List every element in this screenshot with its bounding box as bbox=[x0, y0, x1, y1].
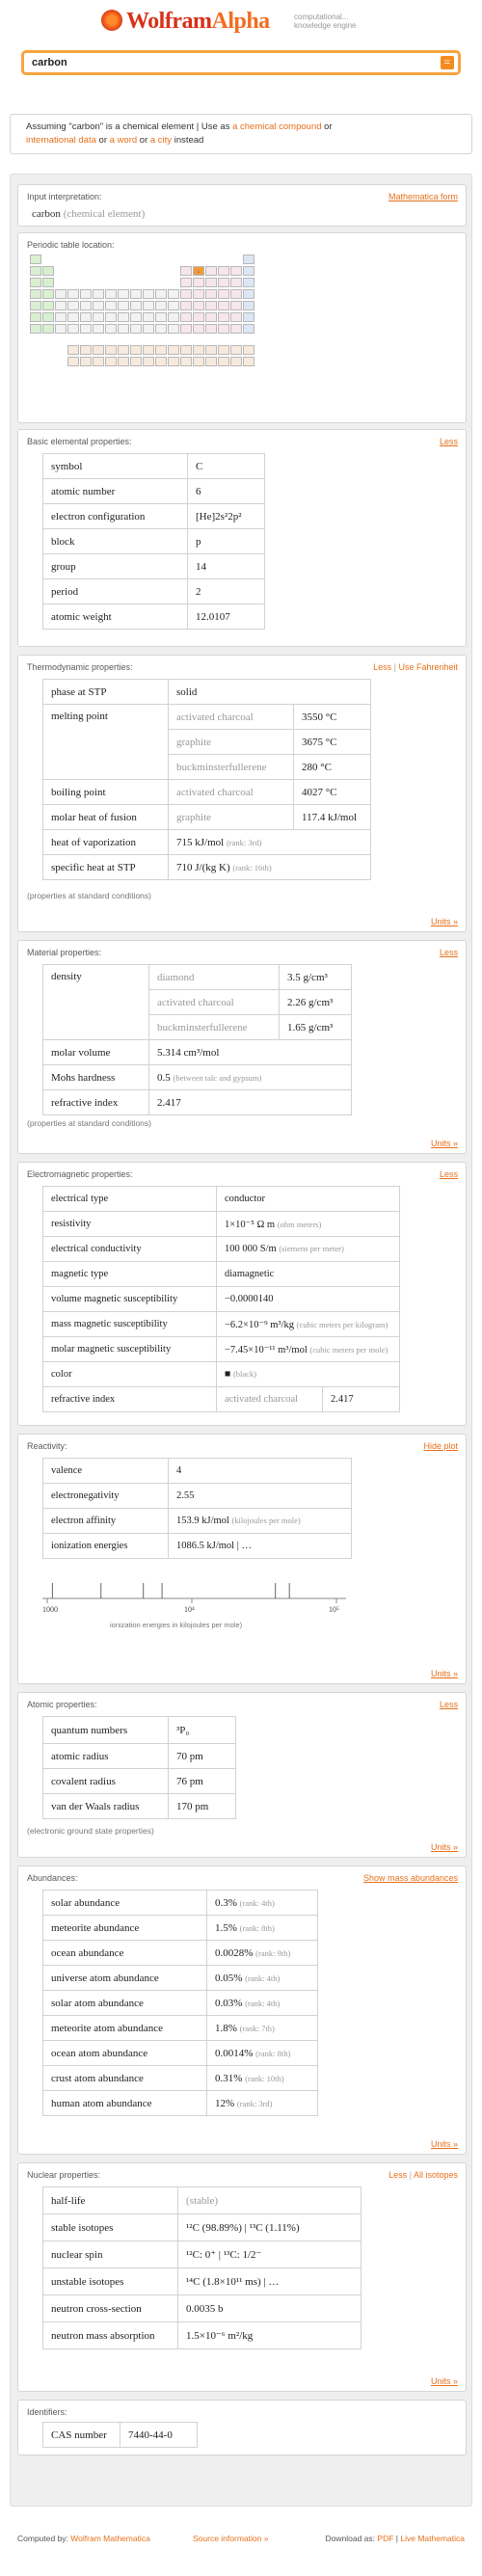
periodic-cell bbox=[230, 312, 242, 322]
table-row: covalent radius 76 pm bbox=[43, 1769, 236, 1794]
periodic-cell bbox=[67, 357, 79, 366]
hide-plot-link[interactable]: Hide plot bbox=[423, 1441, 458, 1451]
periodic-cell bbox=[105, 324, 117, 334]
table-row: resistivity 1×10⁻⁵ Ω m (ohm meters) bbox=[43, 1212, 400, 1237]
assume-city-link[interactable]: a city bbox=[149, 135, 173, 146]
periodic-cell bbox=[130, 324, 142, 334]
periodic-cell bbox=[130, 357, 142, 366]
periodic-cell bbox=[193, 312, 204, 322]
table-row: solar atom abundance 0.03% (rank: 4th) bbox=[43, 1991, 318, 2016]
periodic-cell bbox=[193, 357, 204, 366]
periodic-cell bbox=[42, 266, 54, 276]
periodic-cell bbox=[67, 312, 79, 322]
periodic-cell bbox=[168, 357, 179, 366]
assumption-box: Assuming "carbon" is a chemical element | Use as a chemical compound or international data or a word or a city instead bbox=[10, 114, 472, 154]
table-row: color ■ (black) bbox=[43, 1362, 400, 1387]
periodic-cell bbox=[55, 289, 67, 299]
table-row: buckminsterfullerene 280 °C bbox=[43, 755, 371, 780]
periodic-cell bbox=[218, 278, 229, 287]
table-row: atomic weight 12.0107 bbox=[43, 604, 265, 630]
periodic-cell bbox=[55, 312, 67, 322]
periodic-cell bbox=[218, 324, 229, 334]
table-row: electrical conductivity 100 000 S/m (siemens per meter) bbox=[43, 1237, 400, 1262]
periodic-cell bbox=[93, 312, 104, 322]
nuclear-pod: Nuclear properties: Less | All isotopes half-life (stable) stable isotopes ¹²C (98.89%) | ¹³C (1.11%) nuclear spin ¹²C: 0⁺ | ¹³C: 1/2⁻ unstable isotopes ¹⁴C (1.8×10¹¹ ms) | … neutron cross-section 0.0035 b neutron mass absorption 1.5×10⁻⁶ m²/kg Units » bbox=[17, 2162, 467, 2392]
abundances-table bbox=[42, 1890, 318, 2116]
periodic-cell bbox=[193, 289, 204, 299]
periodic-cell bbox=[180, 324, 192, 334]
periodic-cell bbox=[230, 324, 242, 334]
periodic-cell bbox=[67, 301, 79, 310]
periodic-cell bbox=[243, 324, 254, 334]
periodic-cell bbox=[180, 301, 192, 310]
pod-title: Basic elemental properties: bbox=[27, 437, 132, 446]
live-mathematica-link[interactable]: Live Mathematica bbox=[400, 2534, 465, 2543]
periodic-cell bbox=[230, 278, 242, 287]
periodic-cell bbox=[193, 278, 204, 287]
use-fahrenheit-link[interactable]: Use Fahrenheit bbox=[398, 662, 458, 672]
table-row: specific heat at STP 710 J/(kg K) (rank: 16th) bbox=[43, 855, 371, 880]
pod-title: Material properties: bbox=[27, 948, 102, 957]
atomic-pod bbox=[17, 1692, 467, 1858]
table-row: ocean atom abundance 0.0014% (rank: 8th) bbox=[43, 2041, 318, 2066]
table-row: stable isotopes ¹²C (98.89%) | ¹³C (1.11%) bbox=[43, 2214, 362, 2241]
spikey-star-icon bbox=[101, 10, 122, 31]
periodic-cell bbox=[168, 301, 179, 310]
basic-properties-table bbox=[42, 453, 265, 630]
table-row: group 14 bbox=[43, 554, 265, 579]
periodic-cell bbox=[155, 289, 167, 299]
periodic-cell bbox=[80, 301, 92, 310]
periodic-cell bbox=[243, 266, 254, 276]
table-row: molar heat of fusion graphite 117.4 kJ/mol bbox=[43, 805, 371, 830]
periodic-cell bbox=[143, 357, 154, 366]
table-row: molar magnetic susceptibility −7.45×10⁻¹¹ m³/mol (cubic meters per mole) bbox=[43, 1337, 400, 1362]
black-swatch-icon: ■ bbox=[225, 1369, 231, 1380]
table-row: crust atom abundance 0.31% (rank: 10th) bbox=[43, 2066, 318, 2091]
periodic-cell bbox=[42, 324, 54, 334]
periodic-cell bbox=[30, 324, 41, 334]
pod-title: Periodic table location: bbox=[27, 240, 115, 250]
table-row: phase at STP solid bbox=[43, 680, 371, 705]
pod-title: Input interpretation: bbox=[27, 192, 102, 201]
periodic-cell bbox=[118, 289, 129, 299]
periodic-cell bbox=[118, 324, 129, 334]
periodic-cell bbox=[155, 301, 167, 310]
periodic-cell bbox=[205, 312, 217, 322]
table-row: meteorite abundance 1.5% (rank: 8th) bbox=[43, 1916, 318, 1941]
periodic-cell bbox=[205, 324, 217, 334]
table-row: graphite 3675 °C bbox=[43, 730, 371, 755]
periodic-table-pod bbox=[17, 232, 467, 423]
periodic-cell bbox=[42, 301, 54, 310]
electromagnetic-pod bbox=[17, 1162, 467, 1426]
periodic-cell bbox=[30, 278, 41, 287]
equals-button-icon[interactable]: = bbox=[441, 56, 454, 69]
periodic-cell bbox=[67, 324, 79, 334]
periodic-cell bbox=[180, 278, 192, 287]
periodic-cell bbox=[205, 357, 217, 366]
periodic-cell bbox=[30, 301, 41, 310]
periodic-cell bbox=[180, 266, 192, 276]
periodic-cell bbox=[105, 301, 117, 310]
footnote: (electronic ground state properties) bbox=[27, 1826, 154, 1836]
periodic-cell bbox=[30, 266, 41, 276]
periodic-cell bbox=[93, 357, 104, 366]
less-link[interactable]: Less bbox=[388, 2170, 408, 2180]
periodic-cell bbox=[55, 324, 67, 334]
periodic-cell bbox=[243, 345, 254, 355]
periodic-cell bbox=[67, 289, 79, 299]
periodic-cell bbox=[218, 312, 229, 322]
less-link[interactable]: Less bbox=[439, 1169, 458, 1179]
periodic-cell bbox=[168, 289, 179, 299]
table-row: melting point activated charcoal 3550 °C bbox=[43, 705, 371, 730]
periodic-cell bbox=[155, 324, 167, 334]
periodic-cell bbox=[118, 312, 129, 322]
footnote: (properties at standard conditions) bbox=[27, 891, 151, 900]
ionization-energies-plot bbox=[18, 1570, 468, 1647]
pod-title: Identifiers: bbox=[27, 2407, 67, 2417]
less-link[interactable]: Less bbox=[373, 662, 392, 672]
source-information-link[interactable]: Source information » bbox=[193, 2534, 269, 2543]
table-row: meteorite atom abundance 1.8% (rank: 7th) bbox=[43, 2016, 318, 2041]
table-row: neutron mass absorption 1.5×10⁻⁶ m²/kg bbox=[43, 2322, 362, 2349]
periodic-cell bbox=[180, 289, 192, 299]
periodic-cell bbox=[218, 266, 229, 276]
axis-label-max: 10⁵ bbox=[329, 1605, 339, 1614]
periodic-cell bbox=[218, 345, 229, 355]
periodic-cell bbox=[105, 345, 117, 355]
periodic-cell bbox=[80, 289, 92, 299]
reactivity-table bbox=[42, 1458, 352, 1559]
table-row: nuclear spin ¹²C: 0⁺ | ¹³C: 1/2⁻ bbox=[43, 2241, 362, 2268]
results-container bbox=[10, 174, 472, 2507]
table-row: boiling point activated charcoal 4027 °C bbox=[43, 780, 371, 805]
periodic-cell bbox=[205, 278, 217, 287]
periodic-cell bbox=[80, 345, 92, 355]
assume-chemical-compound-link[interactable]: a chemical compound bbox=[232, 121, 322, 132]
periodic-cell bbox=[30, 312, 41, 322]
table-row: CAS number 7440-44-0 bbox=[43, 2423, 198, 2448]
table-row: ocean abundance 0.0028% (rank: 9th) bbox=[43, 1941, 318, 1966]
periodic-cell bbox=[118, 301, 129, 310]
abundances-pod bbox=[17, 1865, 467, 2155]
pod-title: Atomic properties: bbox=[27, 1700, 97, 1709]
periodic-cell bbox=[155, 345, 167, 355]
axis-label-min: 1000 bbox=[42, 1605, 58, 1614]
periodic-cell bbox=[130, 289, 142, 299]
periodic-cell bbox=[105, 357, 117, 366]
periodic-cell bbox=[205, 345, 217, 355]
pod-title: Reactivity: bbox=[27, 1441, 67, 1451]
periodic-cell bbox=[130, 345, 142, 355]
periodic-cell bbox=[30, 289, 41, 299]
logo-tagline: computational... knowledge engine bbox=[294, 13, 357, 30]
periodic-table-graphic bbox=[30, 255, 281, 418]
periodic-cell bbox=[80, 312, 92, 322]
table-row: valence 4 bbox=[43, 1459, 352, 1484]
axis-label-mid: 10⁴ bbox=[184, 1605, 195, 1614]
periodic-cell bbox=[143, 312, 154, 322]
thermodynamic-table bbox=[42, 679, 371, 880]
material-table bbox=[42, 964, 352, 1115]
less-link[interactable]: Less bbox=[439, 948, 458, 957]
units-link[interactable]: Units » bbox=[430, 1669, 458, 1678]
periodic-cell bbox=[168, 345, 179, 355]
table-row: molar volume 5.314 cm³/mol bbox=[43, 1040, 352, 1065]
periodic-cell bbox=[230, 301, 242, 310]
periodic-cell bbox=[118, 345, 129, 355]
table-row: human atom abundance 12% (rank: 3rd) bbox=[43, 2091, 318, 2116]
periodic-cell bbox=[180, 357, 192, 366]
wolfram-mathematica-link[interactable]: Wolfram Mathematica bbox=[70, 2534, 150, 2543]
periodic-cell bbox=[67, 345, 79, 355]
table-row: period 2 bbox=[43, 579, 265, 604]
mathematica-form-link[interactable]: Mathematica form bbox=[388, 192, 458, 201]
pod-title: Electromagnetic properties: bbox=[27, 1169, 133, 1179]
table-row: solar abundance 0.3% (rank: 4th) bbox=[43, 1891, 318, 1916]
periodic-cell bbox=[80, 324, 92, 334]
periodic-cell bbox=[180, 312, 192, 322]
identifiers-table bbox=[42, 2422, 198, 2448]
search-input[interactable] bbox=[21, 50, 461, 75]
table-row: electronegativity 2.55 bbox=[43, 1484, 352, 1509]
periodic-cell bbox=[205, 289, 217, 299]
pod-title: Thermodynamic properties: bbox=[27, 662, 133, 672]
periodic-cell bbox=[193, 301, 204, 310]
units-link[interactable]: Units » bbox=[430, 2139, 458, 2149]
units-link[interactable]: Units » bbox=[430, 1139, 458, 1148]
periodic-cell bbox=[105, 312, 117, 322]
atomic-table bbox=[42, 1716, 236, 1819]
axis-title: ionization energies in kilojoules per mole) bbox=[110, 1621, 243, 1629]
table-row: neutron cross-section 0.0035 b bbox=[43, 2295, 362, 2322]
less-link[interactable]: Less bbox=[439, 1700, 458, 1709]
periodic-cell bbox=[143, 301, 154, 310]
table-row: heat of vaporization 715 kJ/mol (rank: 3rd) bbox=[43, 830, 371, 855]
table-row: electrical type conductor bbox=[43, 1187, 400, 1212]
periodic-cell bbox=[168, 324, 179, 334]
show-mass-abundances-link[interactable]: Show mass abundances bbox=[362, 1873, 458, 1883]
periodic-cell bbox=[205, 301, 217, 310]
table-row: electron affinity 153.9 kJ/mol (kilojoules per mole) bbox=[43, 1509, 352, 1534]
table-row: density diamond 3.5 g/cm³ bbox=[43, 965, 352, 990]
table-row: ionization energies 1086.5 kJ/mol | … bbox=[43, 1534, 352, 1559]
table-row: unstable isotopes ¹⁴C (1.8×10¹¹ ms) | … bbox=[43, 2268, 362, 2295]
table-row: atomic radius 70 pm bbox=[43, 1744, 236, 1769]
periodic-cell bbox=[155, 312, 167, 322]
periodic-cell bbox=[243, 289, 254, 299]
material-pod bbox=[17, 940, 467, 1154]
nuclear-table bbox=[42, 2187, 362, 2349]
header bbox=[0, 0, 482, 48]
pod-title: Nuclear properties: bbox=[27, 2170, 101, 2180]
periodic-cell bbox=[243, 312, 254, 322]
periodic-cell bbox=[118, 357, 129, 366]
table-row: quantum numbers ³P₀ bbox=[43, 1717, 236, 1744]
periodic-cell bbox=[130, 312, 142, 322]
periodic-cell bbox=[93, 289, 104, 299]
footer: Computed by: Wolfram Mathematica Source information » Download as: PDF | Live Mathematica bbox=[17, 2534, 465, 2543]
table-row: mass magnetic susceptibility −6.2×10⁻⁹ m³/kg (cubic meters per kilogram) bbox=[43, 1312, 400, 1337]
table-row: Mohs hardness 0.5 (between talc and gypsum) bbox=[43, 1065, 352, 1090]
table-row: activated charcoal 2.26 g/cm³ bbox=[43, 990, 352, 1015]
periodic-cell bbox=[143, 345, 154, 355]
basic-properties-pod bbox=[17, 429, 467, 647]
periodic-cell bbox=[230, 357, 242, 366]
periodic-cell bbox=[80, 357, 92, 366]
electromagnetic-table bbox=[42, 1186, 400, 1412]
table-row: magnetic type diamagnetic bbox=[43, 1262, 400, 1287]
table-row: symbol C bbox=[43, 454, 265, 479]
table-row: atomic number 6 bbox=[43, 479, 265, 504]
periodic-cell bbox=[243, 301, 254, 310]
periodic-cell bbox=[130, 301, 142, 310]
periodic-cell: C bbox=[193, 266, 204, 276]
periodic-cell bbox=[93, 345, 104, 355]
footnote: (properties at standard conditions) bbox=[27, 1118, 151, 1128]
pod-title: Abundances: bbox=[27, 1873, 78, 1883]
identifiers-pod bbox=[17, 2400, 467, 2455]
periodic-cell bbox=[243, 357, 254, 366]
table-row: refractive index activated charcoal 2.417 bbox=[43, 1387, 400, 1412]
periodic-cell bbox=[42, 278, 54, 287]
periodic-cell bbox=[193, 345, 204, 355]
periodic-cell bbox=[243, 278, 254, 287]
table-row: half-life (stable) bbox=[43, 2187, 362, 2214]
periodic-cell bbox=[230, 289, 242, 299]
table-row: buckminsterfullerene 1.65 g/cm³ bbox=[43, 1015, 352, 1040]
thermodynamic-pod: Thermodynamic properties: Less | Use Fahrenheit phase at STP solid melting point activated charcoal 3550 °C graphite 3675 °C buckminsterfullerene 280 °C boiling point activated charcoal 4027 °C molar heat of fusion graphite 117.4 kJ/mol heat of vaporization 715 kJ/mol (rank: 3rd) specific heat at STP 710 J/(kg K) (rank: 16th) (properties at standard conditions) Units » bbox=[17, 655, 467, 932]
periodic-cell bbox=[155, 357, 167, 366]
periodic-cell bbox=[230, 345, 242, 355]
periodic-cell bbox=[30, 255, 41, 264]
units-link[interactable]: Units » bbox=[430, 2376, 458, 2386]
table-row: volume magnetic susceptibility −0.0000140 bbox=[43, 1287, 400, 1312]
periodic-cell bbox=[93, 301, 104, 310]
input-interpretation-pod bbox=[17, 184, 467, 227]
table-row: refractive index 2.417 bbox=[43, 1090, 352, 1115]
download-pdf-link[interactable]: PDF bbox=[377, 2534, 394, 2543]
periodic-cell bbox=[218, 357, 229, 366]
all-isotopes-link[interactable]: All isotopes bbox=[413, 2170, 458, 2180]
table-row: van der Waals radius 170 pm bbox=[43, 1794, 236, 1819]
periodic-cell bbox=[93, 324, 104, 334]
logo-text: WolframAlpha bbox=[126, 9, 270, 34]
reactivity-pod bbox=[17, 1434, 467, 1684]
periodic-cell bbox=[180, 345, 192, 355]
periodic-cell bbox=[42, 312, 54, 322]
periodic-cell bbox=[143, 324, 154, 334]
less-link[interactable]: Less bbox=[439, 437, 458, 446]
search-query[interactable]: carbon bbox=[32, 57, 67, 68]
periodic-cell bbox=[168, 312, 179, 322]
periodic-cell bbox=[193, 324, 204, 334]
periodic-cell bbox=[143, 289, 154, 299]
table-row: electron configuration [He]2s²2p² bbox=[43, 504, 265, 529]
periodic-cell bbox=[218, 301, 229, 310]
periodic-cell bbox=[218, 289, 229, 299]
assume-word-link[interactable]: a word bbox=[109, 135, 138, 146]
periodic-cell bbox=[230, 266, 242, 276]
assume-international-data-link[interactable]: international data bbox=[26, 135, 96, 146]
units-link[interactable]: Units » bbox=[430, 917, 458, 926]
periodic-cell bbox=[205, 266, 217, 276]
periodic-cell bbox=[243, 255, 254, 264]
periodic-cell bbox=[105, 289, 117, 299]
table-row: block p bbox=[43, 529, 265, 554]
units-link[interactable]: Units » bbox=[430, 1842, 458, 1852]
periodic-cell bbox=[42, 289, 54, 299]
periodic-cell bbox=[55, 301, 67, 310]
interpretation-value: carbon (chemical element) bbox=[32, 208, 146, 220]
table-row: universe atom abundance 0.05% (rank: 4th) bbox=[43, 1966, 318, 1991]
